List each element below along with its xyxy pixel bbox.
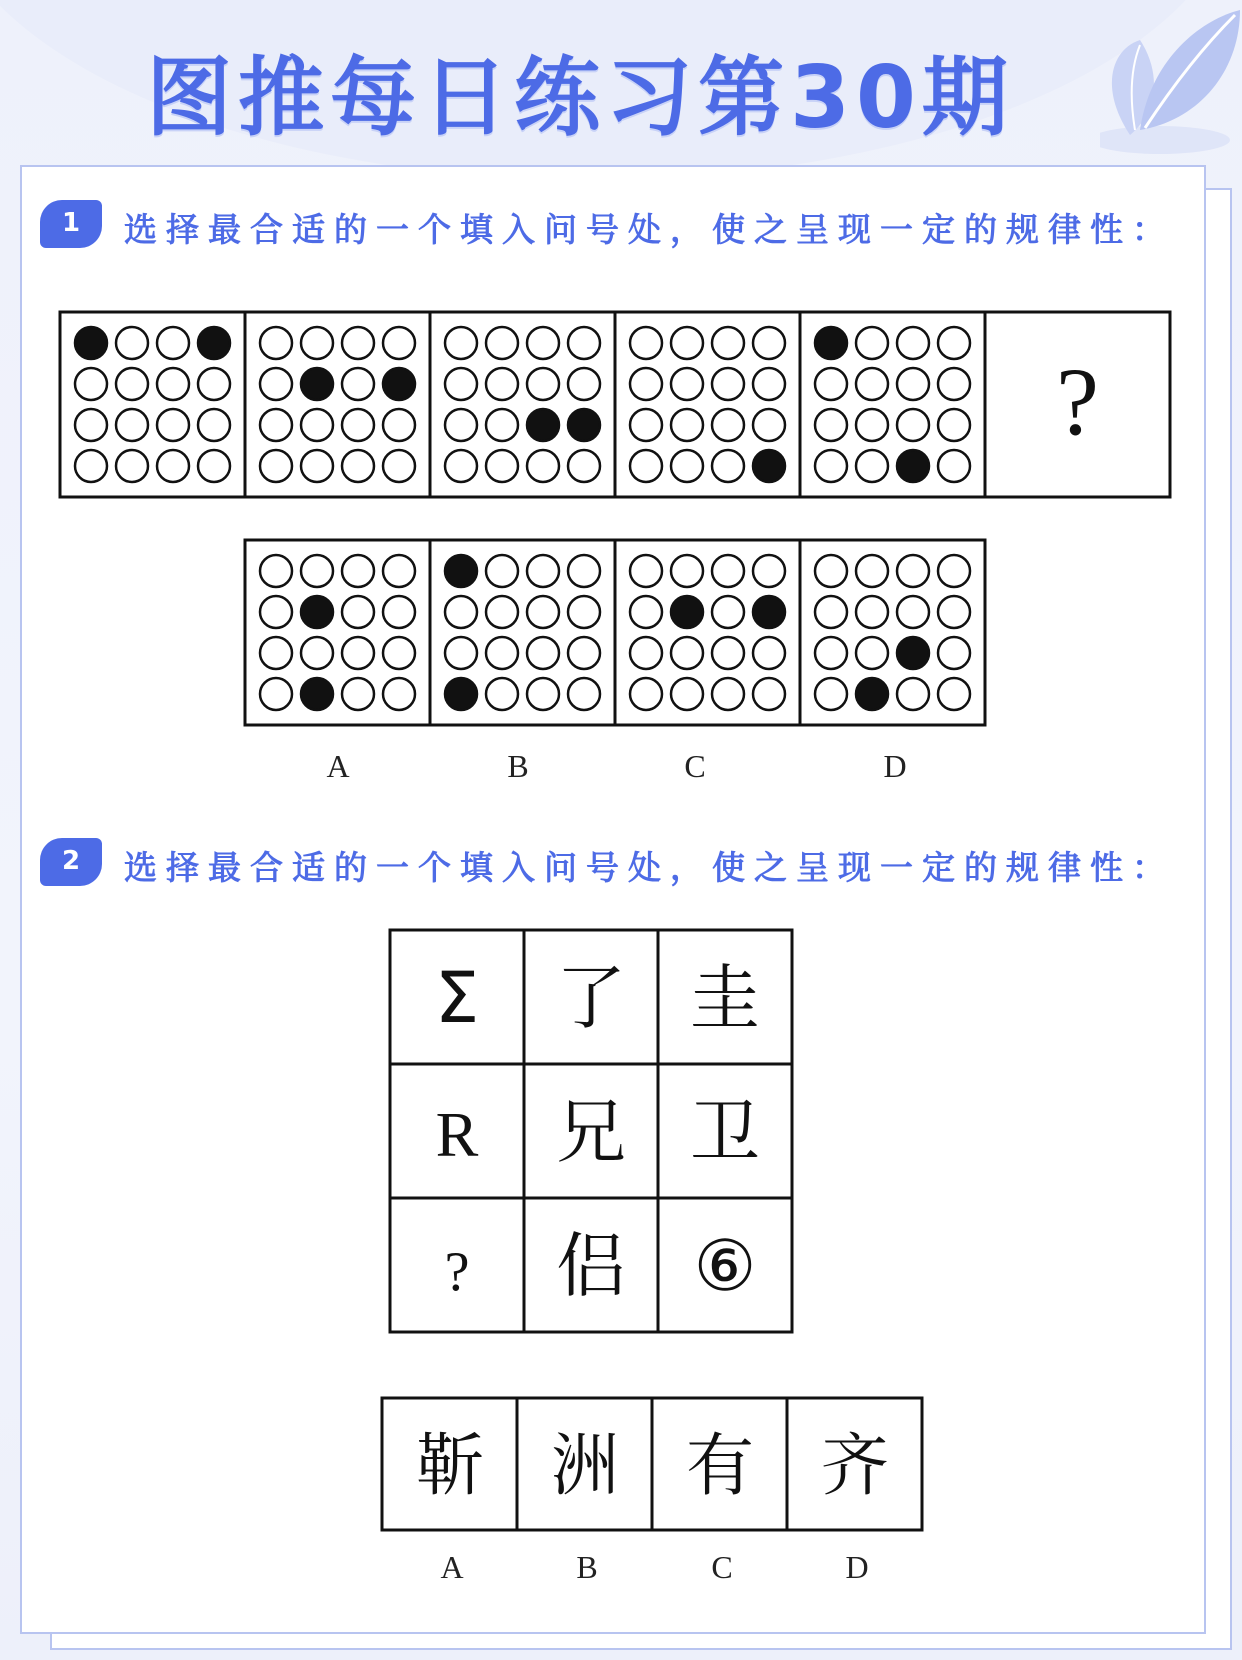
grid-cell-r1c2: 了 xyxy=(556,957,626,1039)
empty-dot xyxy=(486,678,518,710)
empty-dot xyxy=(568,678,600,710)
page-title: 图推每日练习第30期 xyxy=(146,48,1014,148)
filled-dot xyxy=(445,555,477,587)
empty-dot xyxy=(630,596,662,628)
empty-dot xyxy=(157,327,189,359)
empty-dot xyxy=(116,409,148,441)
empty-dot xyxy=(486,327,518,359)
q1-sequence-panel-4 xyxy=(615,312,800,497)
question-1-options xyxy=(245,540,985,725)
empty-dot xyxy=(527,637,559,669)
empty-dot xyxy=(712,409,744,441)
empty-dot xyxy=(815,637,847,669)
empty-dot xyxy=(116,450,148,482)
empty-dot xyxy=(157,409,189,441)
q1-question-panel xyxy=(985,312,1170,497)
empty-dot xyxy=(301,555,333,587)
filled-dot xyxy=(815,327,847,359)
q1-option-label-a[interactable]: A xyxy=(326,748,350,784)
empty-dot xyxy=(486,555,518,587)
grid-cell-r2c2: 兄 xyxy=(556,1091,626,1173)
empty-dot xyxy=(815,409,847,441)
filled-dot xyxy=(897,637,929,669)
empty-dot xyxy=(938,368,970,400)
grid-cell-r1c3: 圭 xyxy=(690,957,760,1039)
empty-dot xyxy=(568,450,600,482)
empty-dot xyxy=(157,450,189,482)
empty-dot xyxy=(815,555,847,587)
empty-dot xyxy=(342,368,374,400)
empty-dot xyxy=(260,450,292,482)
q1-option-label-d[interactable]: D xyxy=(883,748,907,784)
empty-dot xyxy=(75,368,107,400)
empty-dot xyxy=(342,678,374,710)
question-2-figures xyxy=(0,900,1242,1600)
empty-dot xyxy=(527,368,559,400)
grid-cell-r3c3: ⑥ xyxy=(693,1225,757,1307)
empty-dot xyxy=(342,637,374,669)
empty-dot xyxy=(753,327,785,359)
empty-dot xyxy=(938,409,970,441)
empty-dot xyxy=(938,678,970,710)
filled-dot xyxy=(671,596,703,628)
filled-dot xyxy=(897,450,929,482)
grid-cell-r1c1: Σ xyxy=(434,957,480,1039)
empty-dot xyxy=(938,637,970,669)
empty-dot xyxy=(445,327,477,359)
empty-dot xyxy=(938,555,970,587)
empty-dot xyxy=(671,555,703,587)
empty-dot xyxy=(897,409,929,441)
empty-dot xyxy=(815,596,847,628)
empty-dot xyxy=(815,450,847,482)
empty-dot xyxy=(630,450,662,482)
empty-dot xyxy=(527,678,559,710)
grid-cell-r3c1-question: ? xyxy=(444,1241,470,1303)
empty-dot xyxy=(75,409,107,441)
empty-dot xyxy=(383,678,415,710)
empty-dot xyxy=(815,678,847,710)
empty-dot xyxy=(486,596,518,628)
empty-dot xyxy=(630,555,662,587)
empty-dot xyxy=(383,555,415,587)
empty-dot xyxy=(938,327,970,359)
empty-dot xyxy=(342,327,374,359)
filled-dot xyxy=(301,596,333,628)
empty-dot xyxy=(753,368,785,400)
empty-dot xyxy=(856,368,888,400)
question-2-prompt: 选择最合适的一个填入问号处，使之呈现一定的规律性： xyxy=(124,848,1174,887)
empty-dot xyxy=(486,409,518,441)
filled-dot xyxy=(198,327,230,359)
empty-dot xyxy=(856,327,888,359)
empty-dot xyxy=(301,409,333,441)
empty-dot xyxy=(568,368,600,400)
empty-dot xyxy=(897,678,929,710)
empty-dot xyxy=(630,368,662,400)
empty-dot xyxy=(568,596,600,628)
empty-dot xyxy=(671,409,703,441)
empty-dot xyxy=(671,327,703,359)
filled-dot xyxy=(301,678,333,710)
empty-dot xyxy=(342,409,374,441)
empty-dot xyxy=(342,450,374,482)
q1-sequence-panel-5 xyxy=(800,312,985,497)
q1-option-panel-c xyxy=(615,540,800,725)
empty-dot xyxy=(753,555,785,587)
q1-sequence-panel-3 xyxy=(430,312,615,497)
empty-dot xyxy=(712,450,744,482)
empty-dot xyxy=(157,368,189,400)
empty-dot xyxy=(486,450,518,482)
empty-dot xyxy=(445,368,477,400)
empty-dot xyxy=(527,327,559,359)
empty-dot xyxy=(445,596,477,628)
empty-dot xyxy=(116,327,148,359)
empty-dot xyxy=(260,596,292,628)
filled-dot xyxy=(383,368,415,400)
empty-dot xyxy=(198,409,230,441)
empty-dot xyxy=(301,637,333,669)
q2-option-b-char[interactable]: 洲 xyxy=(550,1427,620,1506)
empty-dot xyxy=(568,637,600,669)
q2-option-label-b[interactable]: B xyxy=(576,1549,598,1585)
empty-dot xyxy=(712,555,744,587)
empty-dot xyxy=(260,409,292,441)
q1-sequence-panel-2 xyxy=(245,312,430,497)
filled-dot xyxy=(568,409,600,441)
empty-dot xyxy=(383,450,415,482)
empty-dot xyxy=(712,596,744,628)
empty-dot xyxy=(198,368,230,400)
question-2-options xyxy=(382,1398,922,1585)
filled-dot xyxy=(753,450,785,482)
empty-dot xyxy=(260,637,292,669)
empty-dot xyxy=(630,678,662,710)
empty-dot xyxy=(856,555,888,587)
empty-dot xyxy=(630,637,662,669)
empty-dot xyxy=(712,327,744,359)
empty-dot xyxy=(342,555,374,587)
q2-option-d-char[interactable]: 齐 xyxy=(820,1427,890,1506)
empty-dot xyxy=(527,450,559,482)
empty-dot xyxy=(630,327,662,359)
q2-option-c-char[interactable]: 有 xyxy=(685,1427,755,1506)
q2-option-label-d[interactable]: D xyxy=(845,1549,869,1585)
empty-dot xyxy=(527,555,559,587)
filled-dot xyxy=(75,327,107,359)
empty-dot xyxy=(486,368,518,400)
empty-dot xyxy=(568,555,600,587)
empty-dot xyxy=(75,450,107,482)
empty-dot xyxy=(671,450,703,482)
empty-dot xyxy=(897,327,929,359)
empty-dot xyxy=(938,450,970,482)
question-1-badge: 1 xyxy=(40,200,102,248)
empty-dot xyxy=(897,596,929,628)
empty-dot xyxy=(383,327,415,359)
empty-dot xyxy=(671,678,703,710)
empty-dot xyxy=(301,327,333,359)
empty-dot xyxy=(712,368,744,400)
filled-dot xyxy=(301,368,333,400)
empty-dot xyxy=(198,450,230,482)
question-2-header xyxy=(40,838,1210,890)
q2-option-label-c[interactable]: C xyxy=(711,1549,733,1585)
q1-option-panel-a xyxy=(245,540,430,725)
empty-dot xyxy=(301,450,333,482)
q2-option-label-a[interactable]: A xyxy=(440,1549,464,1585)
filled-dot xyxy=(856,678,888,710)
grid-cell-r2c1: R xyxy=(435,1099,479,1170)
empty-dot xyxy=(342,596,374,628)
empty-dot xyxy=(260,368,292,400)
empty-dot xyxy=(383,637,415,669)
empty-dot xyxy=(671,368,703,400)
empty-dot xyxy=(445,409,477,441)
q2-option-a-char[interactable]: 靳 xyxy=(415,1427,485,1506)
question-1-figures xyxy=(0,0,1242,800)
empty-dot xyxy=(938,596,970,628)
empty-dot xyxy=(260,555,292,587)
empty-dot xyxy=(383,409,415,441)
filled-dot xyxy=(527,409,559,441)
empty-dot xyxy=(753,637,785,669)
empty-dot xyxy=(856,596,888,628)
question-1-prompt: 选择最合适的一个填入问号处，使之呈现一定的规律性： xyxy=(124,210,1174,249)
grid-cell-r2c3: 卫 xyxy=(690,1091,760,1173)
empty-dot xyxy=(527,596,559,628)
empty-dot xyxy=(753,678,785,710)
empty-dot xyxy=(630,409,662,441)
empty-dot xyxy=(897,368,929,400)
grid-cell-r3c2: 侣 xyxy=(556,1225,626,1307)
question-mark: ? xyxy=(1056,348,1099,455)
empty-dot xyxy=(116,368,148,400)
empty-dot xyxy=(568,327,600,359)
filled-dot xyxy=(445,678,477,710)
empty-dot xyxy=(671,637,703,669)
empty-dot xyxy=(712,637,744,669)
q1-option-panel-b xyxy=(430,540,615,725)
empty-dot xyxy=(856,637,888,669)
empty-dot xyxy=(260,327,292,359)
empty-dot xyxy=(897,555,929,587)
empty-dot xyxy=(260,678,292,710)
q1-option-label-c[interactable]: C xyxy=(684,748,706,784)
question-1-sequence xyxy=(60,312,1170,497)
empty-dot xyxy=(856,450,888,482)
filled-dot xyxy=(753,596,785,628)
q1-sequence-panel-1 xyxy=(60,312,245,497)
empty-dot xyxy=(712,678,744,710)
q1-option-panel-d xyxy=(800,540,985,725)
empty-dot xyxy=(445,450,477,482)
empty-dot xyxy=(856,409,888,441)
empty-dot xyxy=(486,637,518,669)
empty-dot xyxy=(753,409,785,441)
empty-dot xyxy=(815,368,847,400)
q1-option-label-b[interactable]: B xyxy=(507,748,529,784)
question-2-badge: 2 xyxy=(40,838,102,886)
empty-dot xyxy=(445,637,477,669)
empty-dot xyxy=(383,596,415,628)
question-2-grid xyxy=(390,930,792,1332)
